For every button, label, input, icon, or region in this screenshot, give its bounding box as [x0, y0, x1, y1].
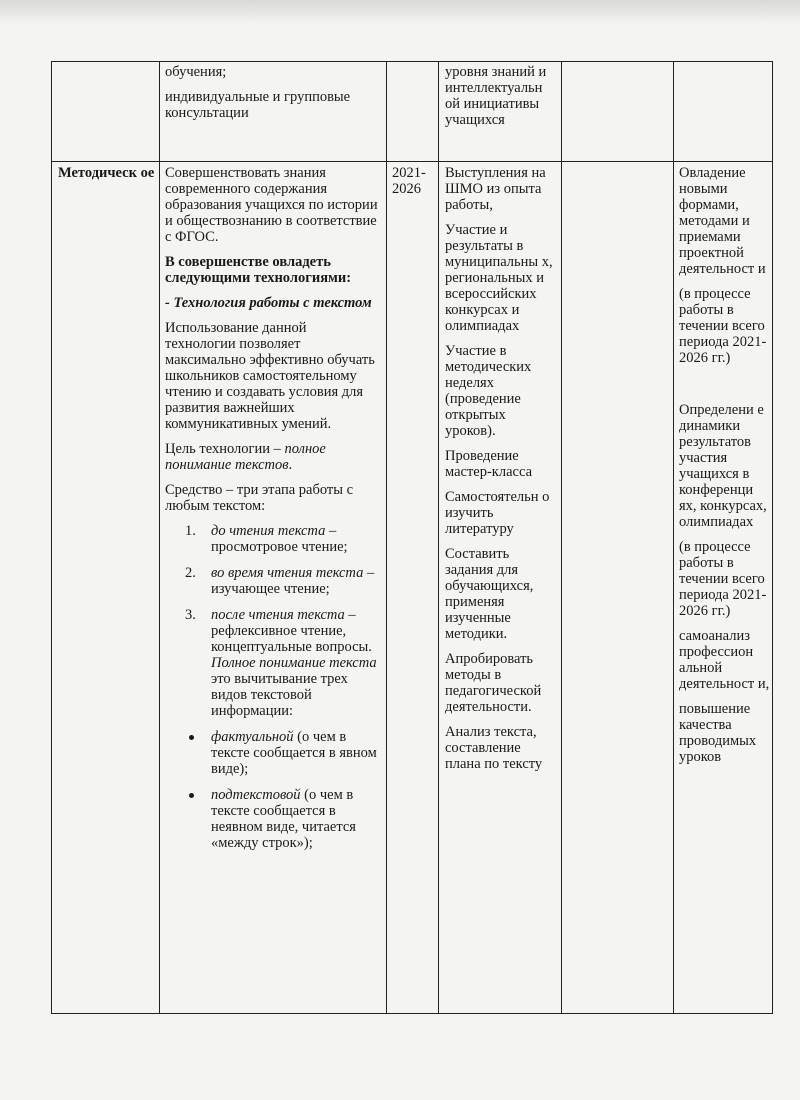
technology-goal	[165, 441, 380, 473]
bullet-icon	[189, 735, 194, 740]
item-italic: подтекстовой	[211, 787, 301, 803]
result-item: самоанализ профессион альной деятельност и,	[679, 628, 770, 692]
form-item: Проведение мастер-класса	[445, 448, 532, 480]
result-item: (в процессе работы в течении всего периода 2021-2026 гг.)	[679, 539, 767, 619]
item-text: (о чем в тексте сообщается в неявном виде, читается «между строк»);	[211, 787, 356, 851]
row-divider	[52, 161, 772, 162]
goal-end: .	[288, 457, 293, 473]
col-divider	[386, 62, 387, 1013]
col-divider	[561, 62, 562, 1013]
info-types-list	[211, 729, 380, 851]
result-item: (в процессе работы в течении всего периода 2021-2026 гг.)	[679, 286, 767, 366]
list-item	[211, 787, 380, 851]
row1-forms-cell	[445, 64, 557, 137]
form-item: Выступления на ШМО из опыта работы,	[445, 165, 546, 213]
item-text: просмотровое чтение;	[211, 539, 348, 555]
result-item: повышение качества проводимых уроков	[679, 701, 757, 765]
technologies-heading: В совершенстве овладеть следующими технологиями:	[165, 254, 352, 286]
form-item: Составить задания для обучающихся, применяя изученные методики.	[445, 546, 534, 642]
item-number: 1.	[185, 523, 196, 539]
bullet-icon	[189, 793, 194, 798]
technology-means: Средство – три этапа работы с любым текстом:	[165, 482, 354, 514]
item-text: рефлексивное чтение, концептуальные вопросы.	[211, 623, 372, 655]
col-divider	[438, 62, 439, 1013]
form-item: Анализ текста, составление плана по тексту	[445, 724, 543, 772]
item-text: – изучающее чтение;	[211, 565, 375, 597]
item-italic: во время чтения текста	[211, 565, 364, 581]
item-number: 3.	[185, 607, 196, 623]
form-item: Участие и результаты в муниципальны х, региональных и всероссийских конкурсах и олимпиадах	[445, 222, 553, 334]
text-line: уровня знаний и интеллектуальн ой инициативы учащихся	[445, 64, 547, 128]
item-text: это вычитывание трех видов текстовой информации:	[211, 671, 348, 719]
results-cell	[679, 165, 771, 774]
item-italic: до чтения текста –	[211, 523, 337, 539]
item-italic: фактуальной	[211, 729, 294, 745]
plan-table	[51, 61, 773, 1014]
list-item	[185, 565, 380, 597]
col-divider	[159, 62, 160, 1013]
period-cell	[392, 165, 432, 206]
direction-cell	[58, 165, 156, 190]
list-item	[185, 523, 380, 555]
forms-cell	[445, 165, 557, 781]
form-item: Участие в методических неделях (проведение открытых уроков).	[445, 343, 532, 439]
text-line: индивидуальные и групповые консультации	[165, 89, 351, 121]
result-item: Овладение новыми формами, методами и приемами проектной деятельност и	[679, 165, 766, 277]
item-italic: Полное понимание текста	[211, 655, 377, 671]
tasks-cell	[165, 165, 380, 861]
item-text: (о чем в тексте сообщается в явном виде);	[211, 729, 377, 777]
col-divider	[673, 62, 674, 1013]
goal-text: Совершенствовать знания современного содержания образования учащихся по истории и обществознанию в соответствие с ФГОС.	[165, 165, 378, 245]
form-item: Самостоятельн о изучить литературу	[445, 489, 550, 537]
form-item: Апробировать методы в педагогической деятельности.	[445, 651, 542, 715]
scan-top-shadow	[0, 0, 800, 24]
row1-description-cell	[165, 64, 380, 130]
goal-label: Цель технологии –	[165, 441, 285, 457]
item-number: 2.	[185, 565, 196, 581]
goal-value: полное понимание текстов	[165, 441, 326, 473]
direction-label: Методическ ое	[58, 165, 155, 181]
list-item	[185, 607, 380, 719]
text-line: обучения;	[165, 64, 227, 80]
period-text: 2021-2026	[392, 165, 426, 197]
technology-title: - Технология работы с текстом	[165, 295, 372, 311]
stages-list	[185, 523, 380, 719]
technology-description: Использование данной технологии позволяет максимально эффективно обучать школьников самостоятельному чтению и создавать условия для развития важнейших коммуникативных умений.	[165, 320, 375, 432]
result-item: Определени е динамики результатов участия учащихся в конференци ях, конкурсах, олимпиадах	[679, 402, 767, 530]
list-item	[211, 729, 380, 777]
item-italic: после чтения текста –	[211, 607, 356, 623]
